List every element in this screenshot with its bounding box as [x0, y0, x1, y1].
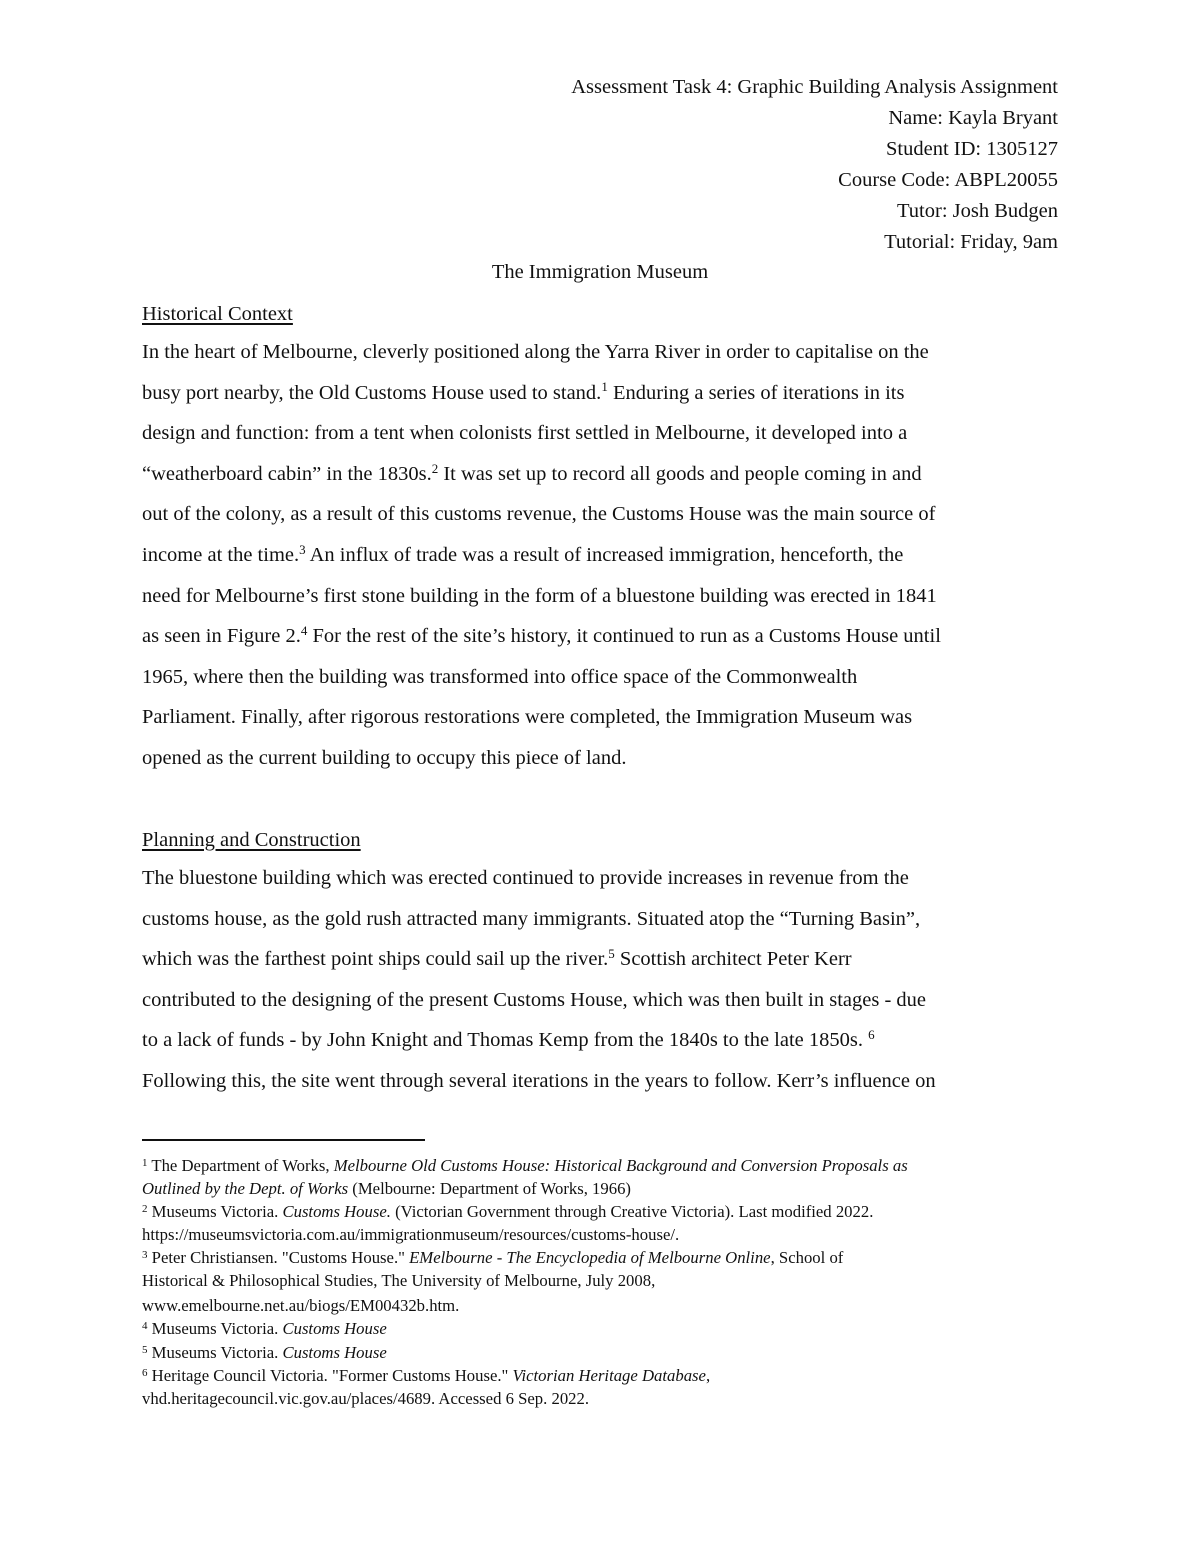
footnote-link[interactable]: vhd.heritagecouncil.vic.gov.au/places/4689. Accessed 6 Sep. 2022. [142, 1388, 590, 1408]
body-line: to a lack of funds - by John Knight and Thomas Kemp from the 1840s to the late 1850s. $^6$ [142, 1027, 875, 1052]
footnote-6: $^6$ Heritage Council Victoria. "Former Customs House." Victorian Heritage Database, vhd.heritagecouncil.vic.gov.au/places/4689. Accessed 6 Sep. 2022. [142, 1365, 1062, 1410]
body-line: In the heart of Melbourne, cleverly positioned along the Yarra River in order to capitalise on the [142, 341, 929, 363]
historical-context-section [142, 299, 1062, 779]
footnote-ref[interactable]: 1 [601, 379, 608, 395]
footnote-ref[interactable]: 3 [299, 541, 306, 557]
student-id: Student ID: 1305127 [886, 138, 1058, 160]
body-line: customs house, as the gold rush attracted many immigrants. Situated atop the “Turning Basin”, [142, 907, 921, 930]
body-line: Following this, the site went through several iterations in the years to follow. Kerr’s influence on [142, 1069, 936, 1092]
tutorial: Tutorial: Friday, 9am [884, 231, 1058, 253]
page-title: The Immigration Museum [491, 261, 709, 283]
footnote-ref[interactable]: 6 [868, 1027, 875, 1043]
footnote-ref[interactable]: 4 [300, 623, 308, 639]
assignment-title: Assessment Task 4: Graphic Building Analysis Assignment [571, 76, 1058, 98]
planning-construction-section [142, 825, 1062, 1102]
footnotes [142, 1155, 1062, 1411]
body-line: contributed to the designing of the present Customs House, which was then built in stages - due [142, 988, 926, 1011]
tutor: Tutor: Josh Budgen [897, 200, 1058, 222]
body-line: need for Melbourne’s first stone building in the form of a bluestone building was erected in 1841 [142, 584, 937, 607]
footnote-separator [142, 1139, 425, 1141]
section-heading: Planning and Construction [142, 829, 361, 851]
footnote-ref[interactable]: 2 [431, 460, 439, 476]
body-line: The bluestone building which was erected continued to provide increases in revenue from the [142, 867, 909, 889]
body-line: as seen in Figure 2.$^4$ For the rest of the site’s history, it continued to run as a Customs House until [142, 623, 941, 648]
body-line: design and function: from a tent when colonists first settled in Melbourne, it developed into a [142, 422, 908, 445]
body-line: “weatherboard cabin” in the 1830s.$^2$ It was set up to record all goods and people coming in and [142, 460, 922, 485]
footnote-ref[interactable]: 5 [608, 946, 615, 962]
body-line: which was the farthest point ships could sail up the river.$^5$ Scottish architect Peter Kerr [142, 946, 852, 971]
body-line: busy port nearby, the Old Customs House used to stand.$^1$ Enduring a series of iterations in its [142, 379, 905, 404]
body-line: opened as the current building to occupy this piece of land. [142, 746, 627, 769]
body-line: income at the time.$^3$ An influx of trade was a result of increased immigration, henceforth, the [142, 541, 904, 566]
body-line: 1965, where then the building was transformed into office space of the Commonwealth [142, 665, 858, 688]
section-heading: Historical Context [142, 303, 293, 325]
footnote-3: $^3$ Peter Christiansen. "Customs House." EMelbourne - The Encyclopedia of Melbourne Online, School of Historical & Philosophical Studies, The University of Melbourne, July 2008, www.emelbourne.net.au/biogs/EM00432b.htm. [142, 1247, 1062, 1317]
footnote-4: $^4$ Museums Victoria. Customs House [142, 1319, 387, 1339]
student-name: Name: Kayla Bryant [888, 107, 1058, 129]
footnote-1: $^1$ The Department of Works, Melbourne Old Customs House: Historical Background and Conversion Proposals as Outlined by the Dept. of Works (Melbourne: Department of Works, 1966) [142, 1156, 908, 1198]
footnote-2: $^2$ Museums Victoria. Customs House. (Victorian Government through Creative Victoria). Last modified 2022. https://museumsvictoria.com.au/immigrationmuseum/resources/customs-house/. [142, 1201, 1062, 1246]
footnote-link[interactable]: www.emelbourne.net.au/biogs/EM00432b.htm. [142, 1295, 460, 1315]
body-line: out of the colony, as a result of this customs revenue, the Customs House was the main source of [142, 503, 936, 526]
header-block [571, 72, 1058, 258]
body-line: Parliament. Finally, after rigorous restorations were completed, the Immigration Museum was [142, 706, 913, 729]
footnote-5: $^5$ Museums Victoria. Customs House [142, 1342, 387, 1362]
footnote-link[interactable]: https://museumsvictoria.com.au/immigrationmuseum/resources/customs-house/. [142, 1224, 680, 1244]
course-code: Course Code: ABPL20055 [838, 169, 1058, 191]
